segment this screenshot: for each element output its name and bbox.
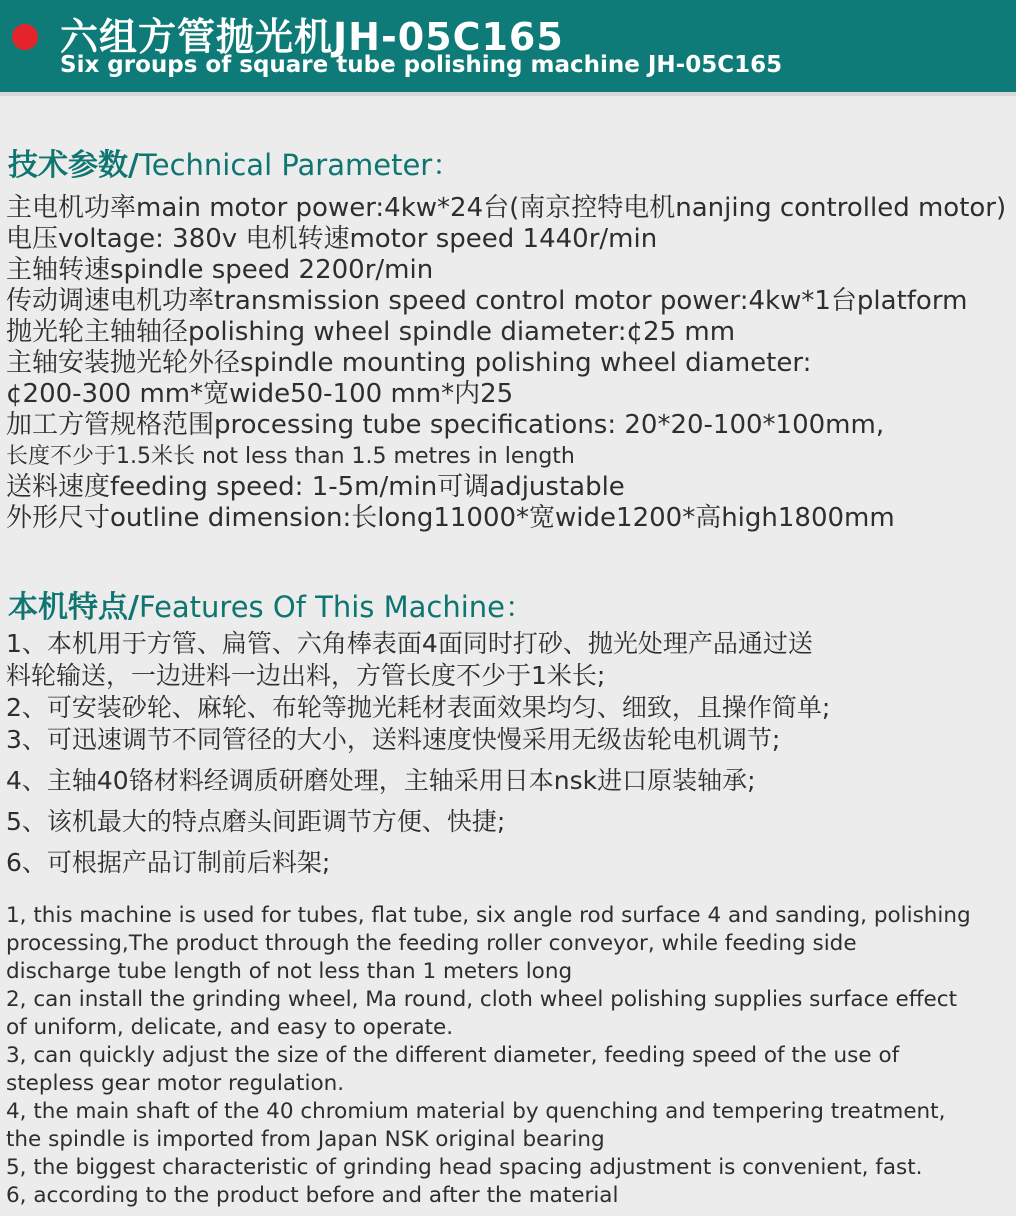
param-line: 外形尺寸outline dimension:长long11000*宽wide1200*高high1800mm bbox=[6, 503, 895, 533]
param-line: ¢200-300 mm*宽wide50-100 mm*内25 bbox=[6, 379, 514, 409]
page-title-cn: 六组方管抛光机JH-05C165 bbox=[60, 15, 564, 59]
feature-en-line: 6, according to the product before and after the material bbox=[6, 1183, 619, 1208]
param-line: 加工方管规格范围processing tube specifications: 20*20-100*100mm, bbox=[6, 410, 885, 440]
page-title-en: Six groups of square tube polishing machine JH-05C165 bbox=[60, 52, 783, 78]
features-list-en bbox=[6, 902, 971, 1210]
param-line: 主电机功率main motor power:4kw*24台(南京控特电机nanjing controlled motor) bbox=[6, 193, 1007, 223]
param-line: 主轴转速spindle speed 2200r/min bbox=[6, 255, 434, 285]
param-line: 抛光轮主轴轴径polishing wheel spindle diameter:¢25 mm bbox=[6, 317, 736, 347]
param-line: 送料速度feeding speed: 1-5m/min可调adjustable bbox=[6, 472, 625, 502]
features-heading-cn: 本机特点/ bbox=[8, 590, 139, 625]
feature-en-line: the spindle is imported from Japan NSK original bearing bbox=[6, 1127, 605, 1152]
feature-line: 5、该机最大的特点磨头间距调节方便、快捷; bbox=[6, 807, 506, 836]
feature-en-line: 3, can quickly adjust the size of the different diameter, feeding speed of the use of bbox=[6, 1043, 900, 1068]
feature-line: 料轮输送，一边进料一边出料，方管长度不少于1米长; bbox=[6, 661, 606, 690]
red-dot-icon bbox=[12, 24, 38, 50]
feature-line: 2、可安装砂轮、麻轮、布轮等抛光耗材表面效果均匀、细致，且操作简单; bbox=[6, 693, 831, 722]
feature-en-line: 1, this machine is used for tubes, flat tube, six angle rod surface 4 and sanding, polishing bbox=[6, 903, 971, 928]
feature-en-line: stepless gear motor regulation. bbox=[6, 1071, 345, 1096]
feature-line: 6、可根据产品订制前后料架; bbox=[6, 848, 331, 877]
tech-params-list bbox=[6, 193, 1006, 534]
param-line: 长度不少于1.5米长 not less than 1.5 metres in length bbox=[6, 444, 575, 469]
feature-en-line: 5, the biggest characteristic of grinding head spacing adjustment is convenient, fast. bbox=[6, 1155, 923, 1180]
features-heading-en: Features Of This Machine： bbox=[138, 590, 535, 624]
tech-params-heading-en: Technical Parameter： bbox=[138, 148, 462, 182]
feature-en-line: discharge tube length of not less than 1 meters long bbox=[6, 959, 573, 984]
feature-line: 1、本机用于方管、扁管、六角棒表面4面同时打砂、抛光处理产品通过送 bbox=[6, 629, 813, 658]
tech-params-heading-cn: 技术参数/ bbox=[8, 148, 139, 183]
param-line: 传动调速电机功率transmission speed control motor power:4kw*1台platform bbox=[6, 286, 968, 316]
feature-line: 4、主轴40铬材料经调质研磨处理，主轴采用日本nsk进口原装轴承; bbox=[6, 766, 756, 795]
param-line: 电压voltage: 380v 电机转速motor speed 1440r/min bbox=[6, 224, 658, 254]
param-line: 主轴安装抛光轮外径spindle mounting polishing wheel diameter: bbox=[6, 348, 812, 378]
title-banner bbox=[0, 0, 1016, 96]
feature-en-line: processing,The product through the feeding roller conveyor, while feeding side bbox=[6, 931, 857, 956]
feature-en-line: of uniform, delicate, and easy to operate. bbox=[6, 1015, 454, 1040]
feature-line: 3、可迅速调节不同管径的大小，送料速度快慢采用无级齿轮电机调节; bbox=[6, 725, 781, 754]
features-heading bbox=[8, 582, 534, 626]
feature-en-line: 2, can install the grinding wheel, Ma round, cloth wheel polishing supplies surface effect bbox=[6, 987, 957, 1012]
tech-params-heading bbox=[8, 140, 461, 184]
feature-en-line: 4, the main shaft of the 40 chromium material by quenching and tempering treatment, bbox=[6, 1099, 946, 1124]
